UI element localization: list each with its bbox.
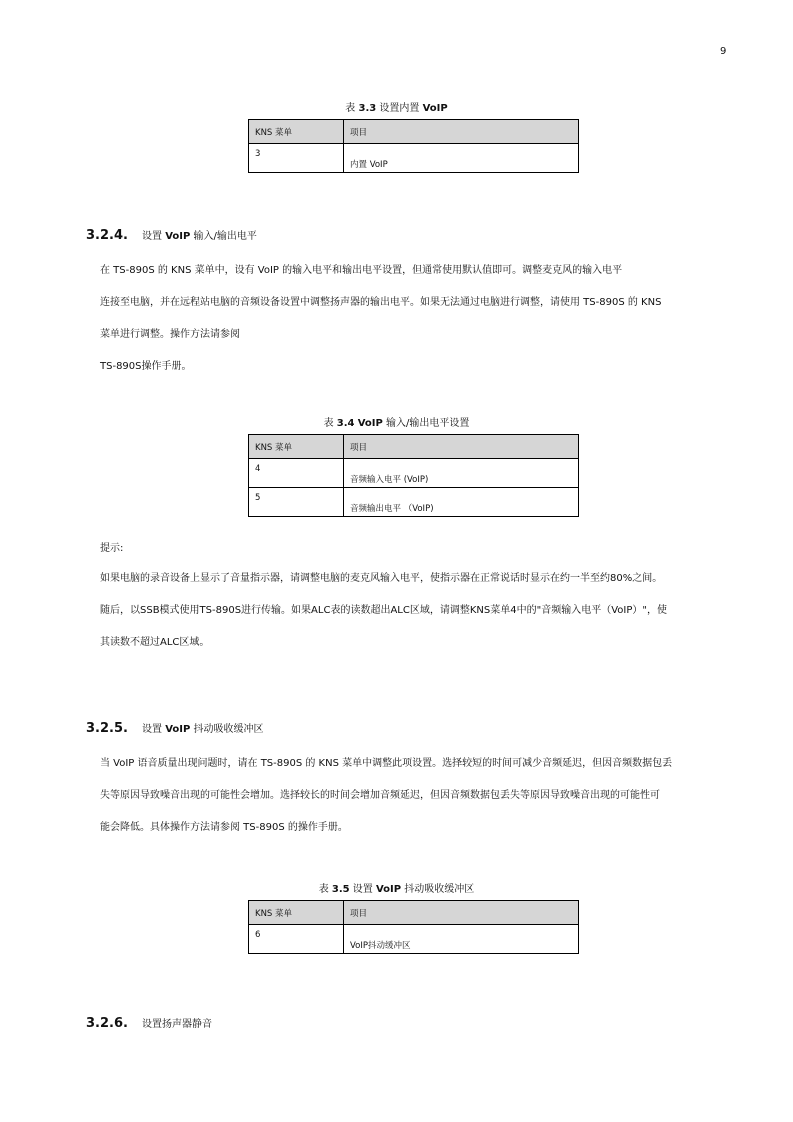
table-row [249,488,579,517]
section-heading-3-2-6 [86,1015,212,1031]
section-heading-3-2-4 [86,227,257,243]
section-number: 3.2.5. [86,721,128,736]
page-number: 9 [720,46,727,57]
header-kns-menu: KNS 菜单 [249,901,344,925]
cell-menu: 5 [249,488,344,517]
paragraph-line: 当 VoIP 语音质量出现问题时，请在 TS-890S 的 KNS 菜单中调整此项设置。选择较短的时间可减少音频延迟，但因音频数据包丢 [100,758,673,769]
caption-bold: VoIP [375,884,402,895]
caption-number: 3.3 [358,103,377,114]
title-post: 输入/输出电平 [190,231,257,242]
table-3-4 [248,434,579,517]
section-title [142,227,257,242]
section-number: 3.2.6. [86,1016,128,1031]
paragraph-line: 菜单进行调整。操作方法请参阅 [100,329,240,340]
caption-number: 3.4 [336,418,355,429]
table-header-row [249,120,579,144]
cell-item: 音频输出电平 （VoIP) [344,488,579,517]
paragraph-line: 连接至电脑，并在远程站电脑的音频设备设置中调整扬声器的输出电平。如果无法通过电脑进行调整，请使用 TS-890S 的 KNS [100,297,662,308]
table-header-row [249,435,579,459]
header-item: 项目 [344,901,579,925]
paragraph-line: 失等原因导致噪音出现的可能性会增加。选择较长的时间会增加音频延迟，但因音频数据包丢失等原因导致噪音出现的可能性可 [100,790,660,801]
table-row [249,925,579,954]
section-number: 3.2.4. [86,228,128,243]
tip-line: 随后，以SSB模式使用TS-890S进行传输。如果ALC表的读数超出ALC区域，请调整KNS菜单4中的"音频输入电平（VoIP）"，使 [100,605,667,616]
cell-item: 音频输入电平 (VoIP) [344,459,579,488]
title-pre: 设置 [142,724,166,735]
paragraph-line: 在 TS-890S 的 KNS 菜单中，设有 VoIP 的输入电平和输出电平设置，但通常使用默认值即可。调整麦克风的输入电平 [100,265,623,276]
caption-post: 输入/输出电平设置 [382,418,470,429]
cell-menu: 3 [249,144,344,173]
caption-prefix: 表 [345,103,359,114]
table-row [249,459,579,488]
caption-prefix: 表 [323,418,337,429]
header-kns-menu: KNS 菜单 [249,435,344,459]
table-caption-3-5 [0,880,793,895]
title-pre: 设置 [142,231,166,242]
cell-item: VoIP抖动缓冲区 [344,925,579,954]
caption-text: 设置 [349,884,376,895]
paragraph-line: 能会降低。具体操作方法请参阅 TS-890S 的操作手册。 [100,822,348,833]
cell-menu: 4 [249,459,344,488]
cell-menu: 6 [249,925,344,954]
caption-text: 设置内置 [376,103,423,114]
caption-bold: VoIP [422,103,448,114]
caption-number: 3.5 [331,884,350,895]
header-item: 项目 [344,120,579,144]
tip-line: 其读数不超过ALC区域。 [100,637,210,648]
title-bold: VoIP [165,231,191,242]
header-item: 项目 [344,435,579,459]
table-3-3 [248,119,579,173]
title-post: 抖动吸收缓冲区 [190,724,264,735]
caption-bold: VoIP [357,418,383,429]
table-row [249,144,579,173]
table-caption-3-3 [0,99,793,114]
paragraph-line: TS-890S操作手册。 [100,361,192,372]
cell-item: 内置 VoIP [344,144,579,173]
tip-line: 如果电脑的录音设备上显示了音量指示器，请调整电脑的麦克风输入电平，使指示器在正常说话时显示在约一半至约80%之间。 [100,573,663,584]
caption-prefix: 表 [318,884,332,895]
table-header-row [249,901,579,925]
table-caption-3-4 [0,414,793,429]
section-title [142,720,264,735]
section-title: 设置扬声器静音 [142,1019,212,1030]
section-heading-3-2-5 [86,720,264,736]
tip-label: 提示: [100,543,124,554]
header-kns-menu: KNS 菜单 [249,120,344,144]
caption-post: 抖动吸收缓冲区 [401,884,475,895]
table-3-5 [248,900,579,954]
title-bold: VoIP [165,724,191,735]
